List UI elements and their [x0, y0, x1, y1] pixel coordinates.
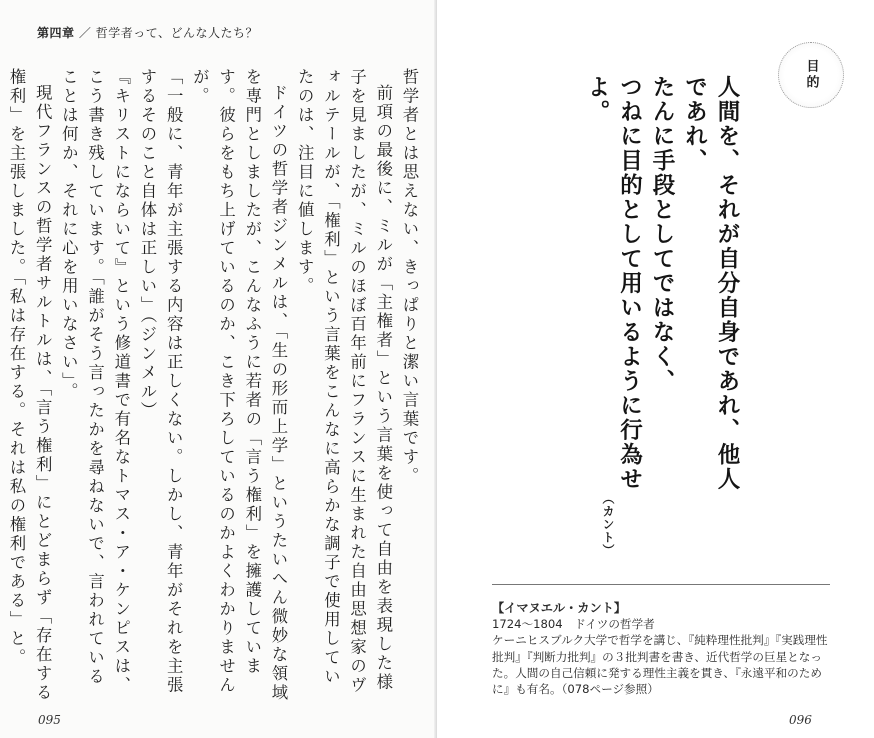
body-text: [6, 68, 422, 704]
paragraph: 現代フランスの哲学者サルトルは、「言う権利」にとどまらず「存在する権利」を主張しました。「私は存在する。それは私の権利である」と。: [6, 68, 53, 704]
topic-badge-label: 目的: [803, 59, 819, 91]
author-name: 【イマヌエル・カント】: [492, 601, 627, 615]
quote-line: つねに目的として用いるように行為せよ。: [584, 75, 643, 492]
paragraph: 『キリストにならいて』という修道書で有名なトマス・ア・ケンピスは、こう書き残しています。「誰がそう言ったかを尋ねないで、言われていることは何か、それに心を用いなさい」。: [59, 68, 131, 695]
note-divider: [492, 584, 830, 585]
quote-attribution: （カント）: [601, 492, 615, 557]
author-dates: 1724〜1804 ドイツの哲学者: [492, 617, 655, 632]
running-head: [37, 24, 258, 41]
chapter-title: 哲学者って、どんな人たち？: [95, 26, 258, 40]
author-description: ケーニヒスブルク大学で哲学を講じ、『純粋理性批判』『実践理性批判』『判断力批判』の３批判書を書き、近代哲学の巨星となった。人間の自己信頼に発する理性主義を貫き、『永遠平和のために』も有名。（078ページ参照）: [492, 633, 828, 697]
quote-line: 人間を、それが自分自身であれ、他人であれ、: [681, 75, 740, 492]
paragraph-quote: 「一般に、青年が主張する内容は正しくない。しかし、青年がそれを主張するそのこと自体は正しい」（ジンメル）: [137, 68, 184, 695]
quote-line: たんに手段としてではなく、: [649, 75, 675, 394]
page-number-left: 095: [38, 713, 61, 727]
featured-quote: [584, 75, 743, 515]
running-head-separator: ／: [78, 26, 92, 40]
chapter-label: 第四章: [37, 26, 75, 40]
paragraph: 前項の最後に、ミルが「主権者」という言葉を使って自由を表現した様子を見ましたが、ミルのほぼ百年前にフランスに生まれた自由思想家のヴォルテールが、「権利」という言葉をこんなに高らかな調子で使用していたのは、注目に値します。: [295, 68, 393, 695]
author-note: [492, 600, 837, 697]
paragraph: 哲学者とは思えない、きっぱりと潔い言葉です。: [400, 68, 419, 486]
topic-badge: [778, 42, 844, 108]
paragraph: ドイツの哲学者ジンメルは、「生の形而上学」というたいへん微妙な領域を専門としましたが、こんなふうに若者の「言う権利」を擁護しています。彼らをもち上げているのか、こき下ろしているのかよくわかりませんが。: [190, 68, 288, 704]
page-number-right: 096: [789, 713, 812, 727]
